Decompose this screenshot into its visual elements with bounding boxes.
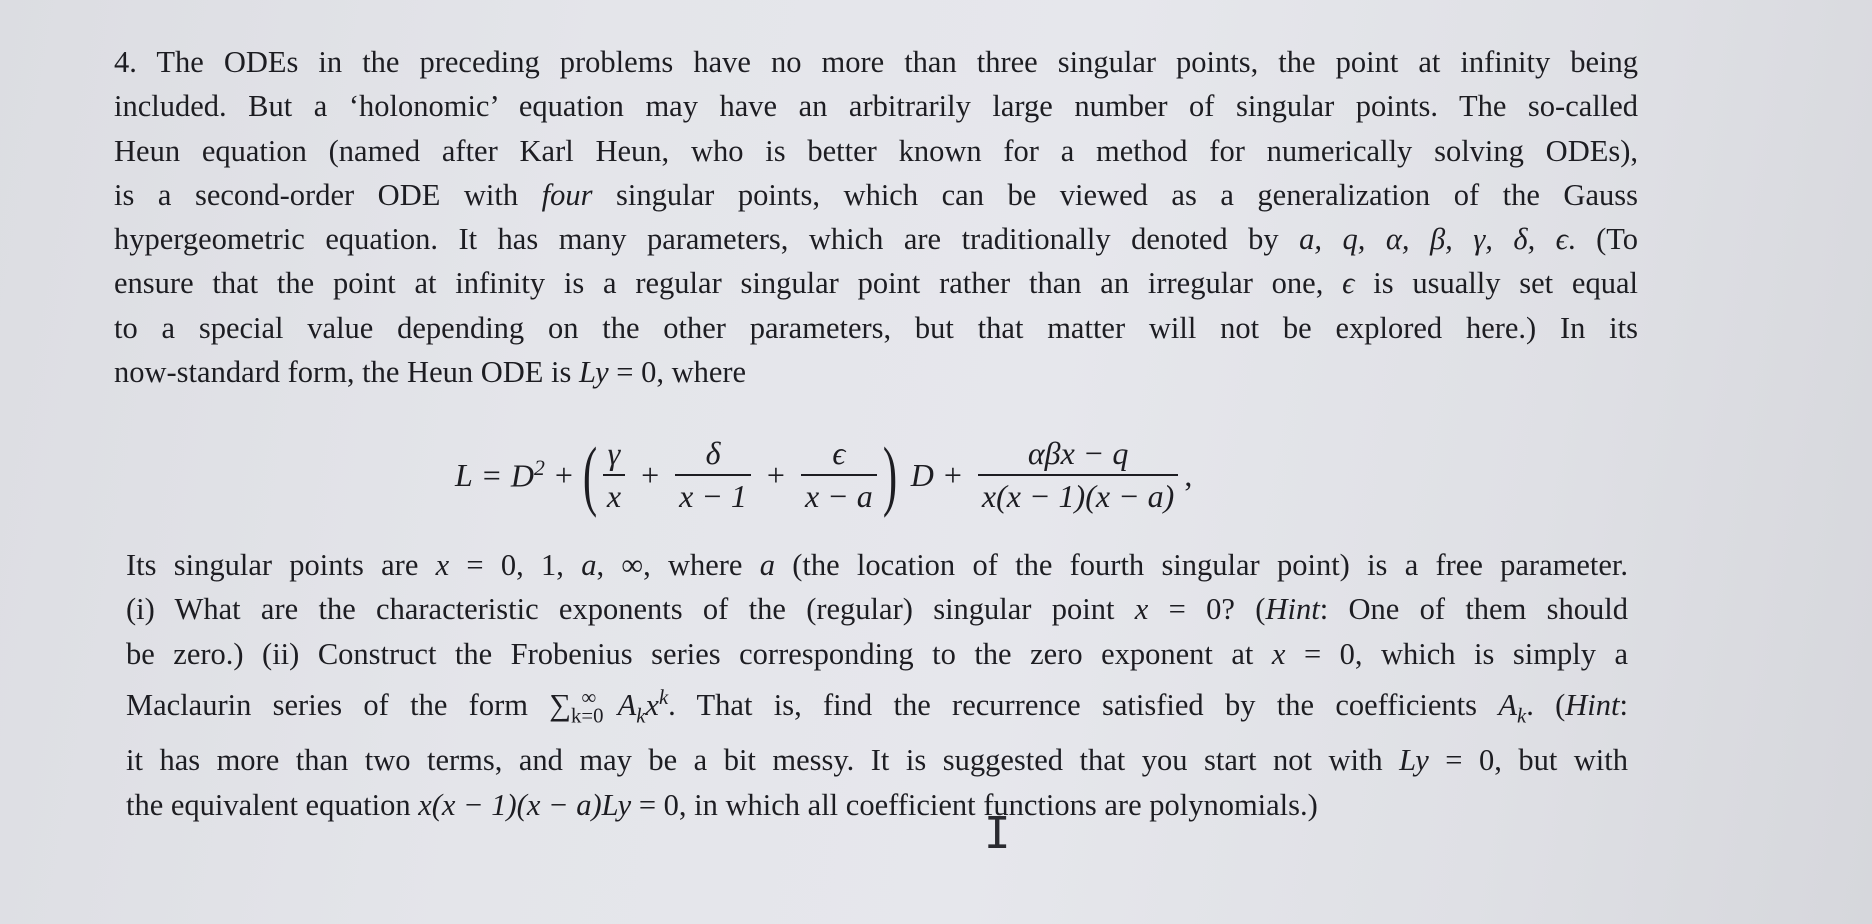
text-line-11: be zero.) (ii) Construct the Frobenius series corresponding to the zero exponent at x = 0, which is simply a bbox=[126, 636, 1628, 671]
parameter-list: a, q, α, β, γ, δ, ϵ bbox=[1299, 222, 1568, 257]
text-line-5: hypergeometric equation. It has many parameters, which are traditionally denoted by a, q, α, β, γ, δ, ϵ. (To bbox=[114, 222, 1638, 257]
sum-symbol: ∑ bbox=[549, 688, 572, 723]
hint-label: Hint bbox=[1265, 592, 1320, 627]
text-line-14: the equivalent equation x(x − 1)(x − a)Ly = 0, in which all coefficient functions are polynomials.) bbox=[126, 787, 1318, 822]
fraction-alphabeta: $\frac{\text{αβx − q}}{x(x - 1)(x - a)}$ bbox=[978, 435, 1178, 515]
fraction-epsilon: $\frac{\epsilon}{x - a}$ bbox=[801, 435, 877, 515]
text-line-13: it has more than two terms, and may be a bit messy. It is suggested that you start not with Ly = 0, but with bbox=[126, 743, 1629, 778]
text-line-10: (i) What are the characteristic exponents of the (regular) singular point x = 0? (Hint: One of them should bbox=[126, 592, 1628, 627]
fraction-gamma: $\frac{\gamma}{x}$ bbox=[603, 435, 625, 515]
text-line-6: ensure that the point at infinity is a regular singular point rather than an irregular one, ϵ is usually set equal bbox=[114, 266, 1638, 301]
text-line-9: Its singular points are x = 0, 1, a, ∞, where a (the location of the fourth singular point) is a free parameter. bbox=[126, 548, 1628, 582]
right-paren: ) bbox=[882, 431, 897, 518]
heun-operator-equation: L = $D^2$ + ( $\frac{\gamma}{x}$ + $\frac{\delta}{x - 1}$ + $\frac{\epsilon}{x - a}$ ) D + $\frac{\text{αβx − q}}{x(x - 1)(x - a)}$ , bbox=[455, 431, 1193, 518]
emphasis-four: four bbox=[541, 177, 593, 212]
left-paren: ( bbox=[582, 431, 598, 518]
text-line-3: Heun equation (named after Karl Heun, who is better known for a method for numerically solving ODEs), bbox=[114, 133, 1638, 168]
text-cursor-icon: I bbox=[984, 808, 1011, 859]
text-line-4: is a second-order ODE with four singular points, which can be viewed as a generalization of the Gauss bbox=[114, 177, 1638, 212]
fraction-delta: $\frac{\delta}{x - 1}$ bbox=[675, 435, 751, 515]
question-paragraph bbox=[126, 543, 1628, 827]
text-line-8: now-standard form, the Heun ODE is Ly = 0, where bbox=[114, 355, 747, 390]
problem-paragraph bbox=[114, 40, 1638, 394]
text-line-7: to a special value depending on the other parameters, but that matter will not be explored here.) In its bbox=[114, 310, 1638, 345]
text-line-12: Maclaurin series of the form $\sum_{k=0}^\infty$ $A_kx^k$. That is, find the recurrence satisfied by the coefficients $A_k$. (Hint: bbox=[126, 686, 1628, 728]
text-line-2: included. But a ‘holonomic’ equation may have an arbitrarily large number of singular points. The so-called bbox=[114, 89, 1638, 124]
text-line-1: 4. The ODEs in the preceding problems have no more than three singular points, the point at infinity being bbox=[114, 45, 1638, 79]
hint-label: Hint bbox=[1565, 688, 1620, 723]
